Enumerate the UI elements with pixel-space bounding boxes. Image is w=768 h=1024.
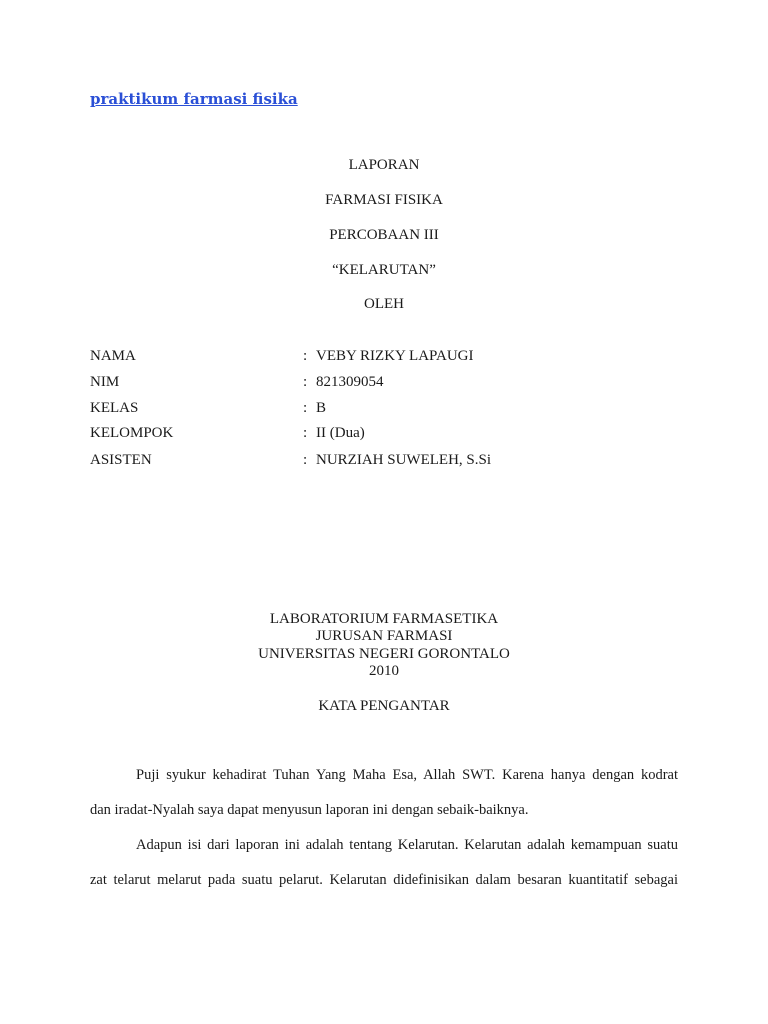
institution-year: 2010 (369, 663, 399, 679)
report-title-topic: “KELARUTAN” (332, 262, 436, 278)
info-separator: : (303, 374, 308, 390)
info-value: NURZIAH SUWELEH, S.Si (316, 452, 491, 468)
institution-department: JURUSAN FARMASI (315, 628, 453, 644)
info-row-kelompok (90, 424, 690, 442)
info-label: KELOMPOK (90, 425, 174, 441)
report-title-oleh: OLEH (364, 296, 404, 312)
info-separator: : (303, 400, 308, 416)
section-heading-kata-pengantar: KATA PENGANTAR (318, 698, 450, 714)
info-label: KELAS (90, 400, 139, 416)
info-value: VEBY RIZKY LAPAUGI (316, 348, 474, 364)
body-text-line: dan iradat-Nyalah saya dapat menyusun laporan ini dengan sebaik-baiknya. (90, 802, 529, 818)
info-value: II (Dua) (316, 425, 365, 441)
info-label: NIM (90, 374, 120, 390)
info-value: 821309054 (316, 374, 384, 390)
institution-lab: LABORATORIUM FARMASETIKA (269, 611, 499, 627)
institution-university: UNIVERSITAS NEGERI GORONTALO (258, 646, 510, 662)
info-separator: : (303, 452, 308, 468)
report-title-laporan: LAPORAN (348, 157, 420, 173)
info-row-asisten (90, 451, 690, 469)
body-text-line: zat telarut melarut pada suatu pelarut. Kelarutan didefinisikan dalam besaran kuantitatif sebagai (90, 872, 678, 888)
info-separator: : (303, 348, 308, 364)
info-label: ASISTEN (90, 452, 152, 468)
blog-title-link[interactable]: praktikum farmasi fisika (90, 90, 298, 108)
info-row-nim (90, 373, 690, 391)
info-separator: : (303, 425, 308, 441)
info-row-nama (90, 347, 690, 365)
body-text-line: Puji syukur kehadirat Tuhan Yang Maha Esa, Allah SWT. Karena hanya dengan kodrat (136, 767, 678, 783)
report-title-experiment: PERCOBAAN III (329, 227, 439, 243)
info-label: NAMA (90, 348, 136, 364)
report-title-subject: FARMASI FISIKA (325, 192, 443, 208)
info-row-kelas (90, 399, 690, 417)
body-text-line: Adapun isi dari laporan ini adalah tentang Kelarutan. Kelarutan adalah kemampuan suatu (136, 837, 678, 853)
info-value: B (316, 400, 327, 416)
